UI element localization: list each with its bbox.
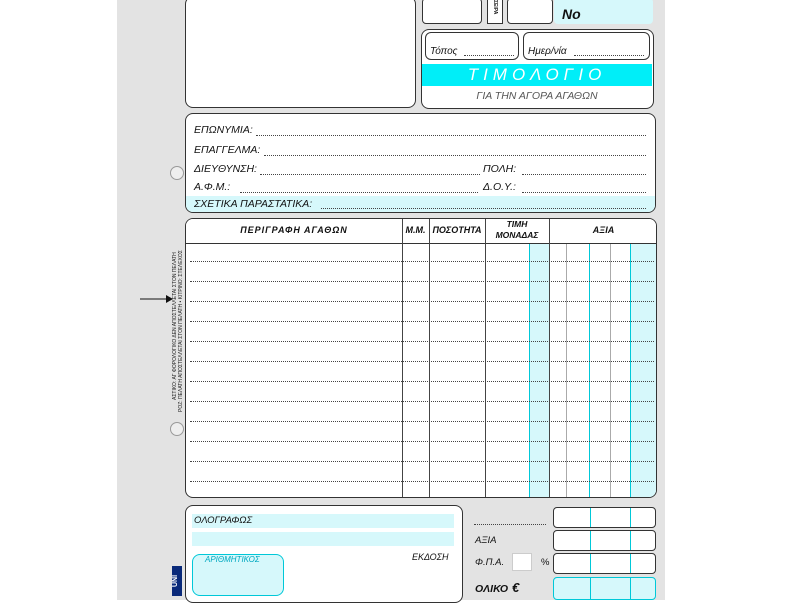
header-unit-price-line2: ΜΟΝΑΔΑΣ xyxy=(495,230,539,240)
totals-vat-label: Φ.Π.Α. xyxy=(475,557,505,568)
totals-top-dots xyxy=(474,524,546,525)
binding-hole-bottom xyxy=(170,422,184,436)
afm-field[interactable] xyxy=(240,192,478,193)
currency-symbol: € xyxy=(512,580,520,595)
value-decimals-column xyxy=(630,244,657,498)
table-row[interactable] xyxy=(190,341,654,342)
totals-value-label: ΑΞΙΑ xyxy=(475,535,497,546)
in-words-line-2[interactable] xyxy=(192,532,454,546)
page-title: ΤΙΜΟΛΟΓΙΟ xyxy=(467,65,607,84)
table-row[interactable] xyxy=(190,421,654,422)
title-banner xyxy=(422,64,652,86)
title-box xyxy=(421,29,654,109)
table-row[interactable] xyxy=(190,261,654,262)
col-divider-7 xyxy=(589,244,590,498)
header-unit: Μ.Μ. xyxy=(405,225,426,235)
related-docs-row xyxy=(186,196,655,212)
table-row[interactable] xyxy=(190,441,654,442)
header-description: ΠΕΡΙΓΡΑΦΗ ΑΓΑΘΩΝ xyxy=(240,225,348,235)
related-docs-label: ΣΧΕΤΙΚΑ ΠΑΡΑΣΤΑΤΙΚΑ: xyxy=(194,198,313,210)
col-divider-9 xyxy=(630,244,631,498)
in-words-label: ΟΛΟΓΡΑΦΩΣ xyxy=(194,515,253,526)
col-divider-4 xyxy=(529,244,530,498)
name-label: ΕΠΩΝΥΜΙΑ: xyxy=(194,124,253,136)
col-divider-6 xyxy=(566,244,567,498)
totals-value-field[interactable] xyxy=(553,530,656,551)
uni-logo: UNI xyxy=(172,566,182,596)
price-decimals-column xyxy=(529,244,550,498)
percent-sign: % xyxy=(541,557,550,568)
table-row[interactable] xyxy=(190,481,654,482)
profession-field[interactable] xyxy=(264,155,646,156)
place-dots xyxy=(464,55,514,56)
issue-label: ΕΚΔΟΣΗ xyxy=(412,552,449,562)
date-label: Ημερ/νία xyxy=(528,46,567,57)
numeric-label: ΑΡΙΘΜΗΤΙΚΟΣ xyxy=(205,555,260,564)
header-value: ΑΞΙΑ xyxy=(592,225,615,235)
header-unit-price xyxy=(485,219,549,241)
invoice-number-label: No xyxy=(562,6,581,22)
totals-grand-total-field[interactable] xyxy=(553,577,656,600)
vat-rate-field[interactable] xyxy=(512,553,532,571)
city-label: ΠΟΛΗ: xyxy=(483,163,517,175)
name-field[interactable] xyxy=(256,135,646,136)
page-subtitle: ΓΙΑ ΤΗΝ ΑΓΟΡΑ ΑΓΑΘΩΝ xyxy=(476,90,598,102)
numeric-amount-field[interactable] xyxy=(192,554,284,596)
amount-in-words-box xyxy=(185,505,463,603)
profession-label: ΕΠΑΓΓΕΛΜΑ: xyxy=(194,144,261,156)
header-unit-price-line1: ΤΙΜΗ xyxy=(506,219,528,229)
address-label: ΔΙΕΥΘΥΝΣΗ: xyxy=(194,163,257,175)
afm-label: Α.Φ.Μ.: xyxy=(194,181,231,193)
header-quantity: ΠΟΣΟΤΗΤΑ xyxy=(432,225,482,235)
series-extra-field[interactable] xyxy=(507,0,553,24)
totals-field-1[interactable] xyxy=(553,507,656,528)
series-value-field[interactable] xyxy=(422,0,482,24)
doy-field[interactable] xyxy=(522,192,646,193)
table-row[interactable] xyxy=(190,361,654,362)
invoice-number-field[interactable] xyxy=(554,0,653,24)
series-label-box xyxy=(487,0,503,24)
side-print-info-1: ΑΣΤΙΚΟ: ΑΓ ΦΟΡΟΛΟΓΙΚΟ ΔΕΝ ΑΠΟΣΤΕΛΛΕΤΑΙ ΣΤΟΝ ΠΕΛΑΤΗ xyxy=(172,252,178,400)
doy-label: Δ.Ο.Υ.: xyxy=(483,181,516,193)
issuer-logo-box xyxy=(185,0,416,108)
total-label: ΟΛΙΚΟ xyxy=(475,583,509,595)
table-row[interactable] xyxy=(190,461,654,462)
binding-hole-top xyxy=(170,166,184,180)
date-dots xyxy=(574,55,644,56)
table-row[interactable] xyxy=(190,401,654,402)
items-table xyxy=(185,218,657,498)
table-row[interactable] xyxy=(190,301,654,302)
table-row[interactable] xyxy=(190,381,654,382)
series-label: ΣΕΙΡΑ xyxy=(492,0,498,15)
date-field[interactable] xyxy=(523,32,650,60)
place-field[interactable] xyxy=(425,32,519,60)
side-print-info-2: ΡΟΖ: ΠΕΛΑΤΗ ΑΠΟΣΤΕΛΛΕΤΑΙ ΣΤΟΝ ΠΕΛΑΤΗ • ΚΙΤΡΙΝΟ: ΣΤΕΛΕΧΟΣ xyxy=(178,250,184,412)
address-field[interactable] xyxy=(260,174,480,175)
customer-info-box xyxy=(185,113,656,213)
city-field[interactable] xyxy=(522,174,646,175)
related-docs-field[interactable] xyxy=(321,208,646,209)
table-row[interactable] xyxy=(190,281,654,282)
arrow-right-icon xyxy=(140,293,174,305)
col-divider-8 xyxy=(610,244,611,498)
totals-vat-field[interactable] xyxy=(553,553,656,574)
table-row[interactable] xyxy=(190,321,654,322)
place-label: Τόπος xyxy=(430,46,458,57)
